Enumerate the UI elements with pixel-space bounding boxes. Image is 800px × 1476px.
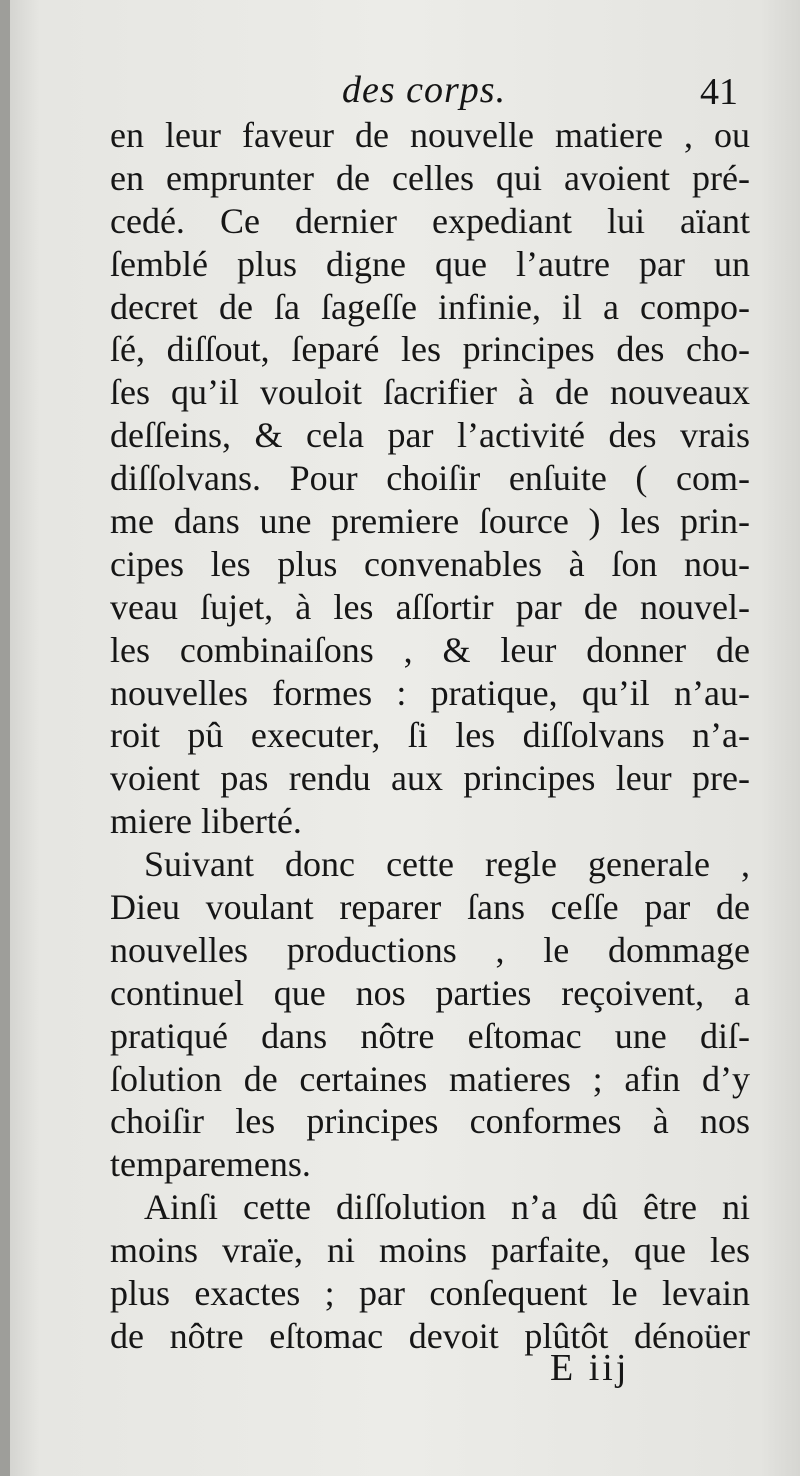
paragraph-start-line: Ainſi cette diſſolution n’a dû être ni <box>144 1187 750 1228</box>
signature-mark: E iij <box>550 1347 630 1389</box>
text-line: nouvelles formes : pratique, qu’il n’au- <box>110 672 750 713</box>
text-line: ſolution de certaines matieres ; afin d’y <box>110 1058 750 1099</box>
text-line: plus exactes ; par conſequent le levain <box>110 1273 750 1314</box>
text-line: les combinaiſons , & leur donner de <box>110 629 750 670</box>
body-text <box>110 114 750 1358</box>
text-line: de nôtre eſtomac devoit plûtôt dénoüer <box>110 1315 750 1356</box>
text-line: decret de ſa ſageſſe infinie, il a compo- <box>110 286 750 327</box>
text-line: voient pas rendu aux principes leur pre- <box>110 758 750 799</box>
paragraph-start-line: Suivant donc cette regle generale , <box>144 844 750 885</box>
text-line: ſé, diſſout, ſeparé les principes des cho- <box>110 329 750 370</box>
text-line: roit pû executer, ſi les diſſolvans n’a- <box>110 715 750 756</box>
text-line: continuel que nos parties reçoivent, a <box>110 972 750 1013</box>
page-gutter-shadow <box>0 0 10 1476</box>
text-line: en leur faveur de nouvelle matiere , ou <box>110 115 750 155</box>
text-line: ſes qu’il vouloit ſacrifier à de nouveaux <box>110 372 750 413</box>
text-line: Dieu voulant reparer ſans ceſſe par de <box>110 887 750 928</box>
text-line: deſſeins, & cela par l’activité des vrais <box>110 415 750 456</box>
text-line: pratiqué dans nôtre eſtomac une diſ- <box>110 1015 750 1056</box>
text-line: choiſir les principes conformes à nos <box>110 1101 750 1142</box>
paragraph-end-line: miere liberté. <box>110 801 302 842</box>
running-title: des corps. <box>342 69 507 111</box>
page-header <box>110 68 750 116</box>
text-line: veau ſujet, à les aſſortir par de nouvel- <box>110 586 750 627</box>
text-line: cedé. Ce dernier expediant lui aïant <box>110 200 750 241</box>
text-line: ſemblé plus digne que l’autre par un <box>110 243 750 284</box>
text-line: me dans une premiere ſource ) les prin- <box>110 501 750 542</box>
text-line: nouvelles productions , le dommage <box>110 929 750 970</box>
paragraph-end-line: temparemens. <box>110 1144 311 1185</box>
page-number: 41 <box>700 71 738 113</box>
text-line: diſſolvans. Pour choiſir enſuite ( com- <box>110 458 750 499</box>
text-line: en emprunter de celles qui avoient pré- <box>110 157 750 198</box>
text-line: moins vraïe, ni moins parfaite, que les <box>110 1230 750 1271</box>
text-line: cipes les plus convenables à ſon nou- <box>110 543 750 584</box>
